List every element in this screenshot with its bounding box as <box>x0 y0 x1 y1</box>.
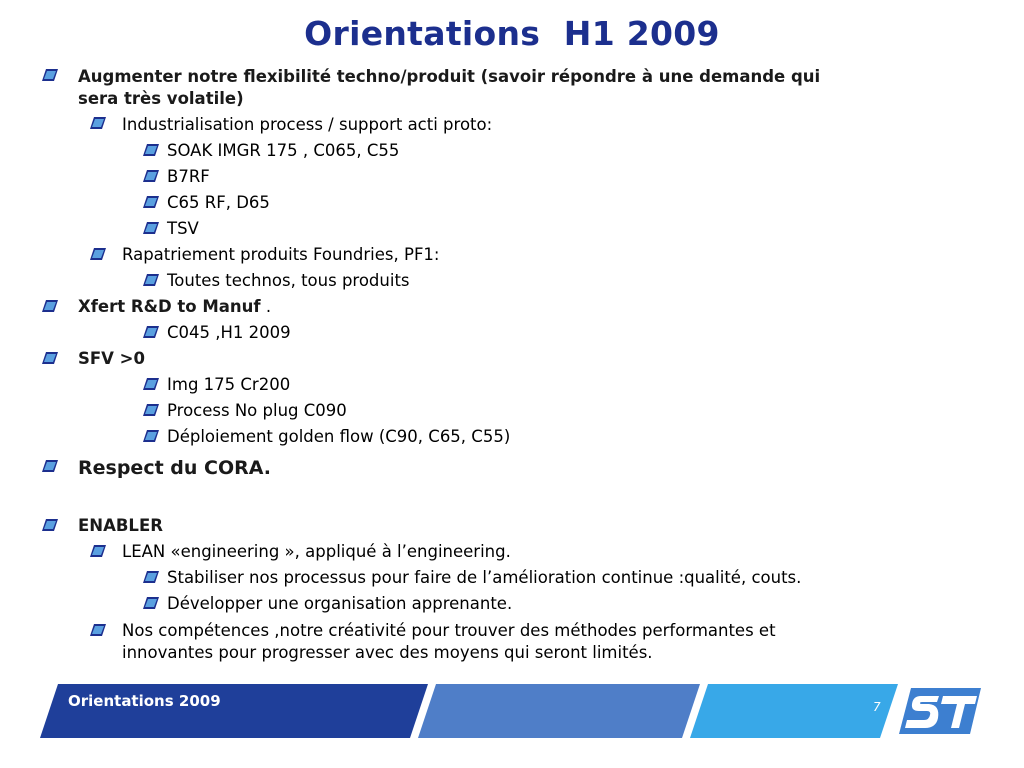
bullet-icon <box>143 326 159 338</box>
bullet-item-level3: TSV <box>167 219 199 238</box>
bullet-icon <box>143 144 159 156</box>
bullet-item-level3: Img 175 Cr200 <box>167 375 291 394</box>
bullet-item-level3: Déploiement golden flow (C90, C65, C55) <box>167 427 511 446</box>
bullet-line: innovantes pour progresser avec des moyens qui seront limités. <box>122 643 653 662</box>
bullet-icon <box>42 352 58 364</box>
bullet-icon <box>143 378 159 390</box>
bullet-icon <box>90 248 106 260</box>
bullet-icon <box>143 274 159 286</box>
bullet-item-level2: LEAN «engineering », appliqué à l’engineering. <box>122 542 511 561</box>
bullet-icon <box>143 597 159 609</box>
bullet-item-level3: Toutes technos, tous produits <box>167 271 410 290</box>
bullet-icon <box>143 404 159 416</box>
bullet-icon <box>42 460 58 472</box>
bullet-item-level1 <box>78 296 271 318</box>
bullet-icon <box>143 222 159 234</box>
bullet-icon <box>143 196 159 208</box>
bullet-line: Nos compétences ,notre créativité pour trouver des méthodes performantes et <box>122 621 776 640</box>
bullet-item-level2: Industrialisation process / support acti proto: <box>122 115 493 134</box>
bullet-item-level3: SOAK IMGR 175 , C065, C55 <box>167 141 400 160</box>
bullet-line: Augmenter notre flexibilité techno/produit (savoir répondre à une demande qui <box>78 67 821 86</box>
bullet-item-level3: Process No plug C090 <box>167 401 347 420</box>
bullet-item-level3: C65 RF, D65 <box>167 193 270 212</box>
bullet-icon <box>143 430 159 442</box>
slide-footer <box>0 684 1024 740</box>
bullet-icon <box>42 300 58 312</box>
page-number: 7 <box>873 700 881 714</box>
slide-title: Orientations H1 2009 <box>304 14 720 53</box>
st-logo-icon <box>893 682 985 740</box>
bullet-item-level1: ENABLER <box>78 516 163 535</box>
bullet-item-level3: C045 ,H1 2009 <box>167 323 291 342</box>
bullet-bold-text: Xfert R&D to Manuf <box>78 297 261 316</box>
bullet-icon <box>143 170 159 182</box>
bullet-item-level3: Développer une organisation apprenante. <box>167 594 513 613</box>
bullet-item-level2: Rapatriement produits Foundries, PF1: <box>122 245 440 264</box>
bullet-item-level2 <box>122 620 776 664</box>
footer-label: Orientations 2009 <box>68 692 221 710</box>
bullet-icon <box>90 624 106 636</box>
bullet-rest-text: . <box>260 297 272 316</box>
bullet-icon <box>42 69 58 81</box>
bullet-item-level3: B7RF <box>167 167 210 186</box>
bullet-item-level3: Stabiliser nos processus pour faire de l’amélioration continue :qualité, couts. <box>167 568 802 587</box>
bullet-item-level1: SFV >0 <box>78 349 145 368</box>
bullet-icon <box>90 117 106 129</box>
bullet-icon <box>42 519 58 531</box>
bullet-icon <box>143 571 159 583</box>
footer-band-mid <box>418 684 700 738</box>
bullet-line: sera très volatile) <box>78 89 244 108</box>
bullet-icon <box>90 545 106 557</box>
footer-band-light <box>690 684 898 738</box>
bullet-item-level1 <box>78 66 820 110</box>
bullet-item-level1: Respect du CORA. <box>78 457 272 479</box>
